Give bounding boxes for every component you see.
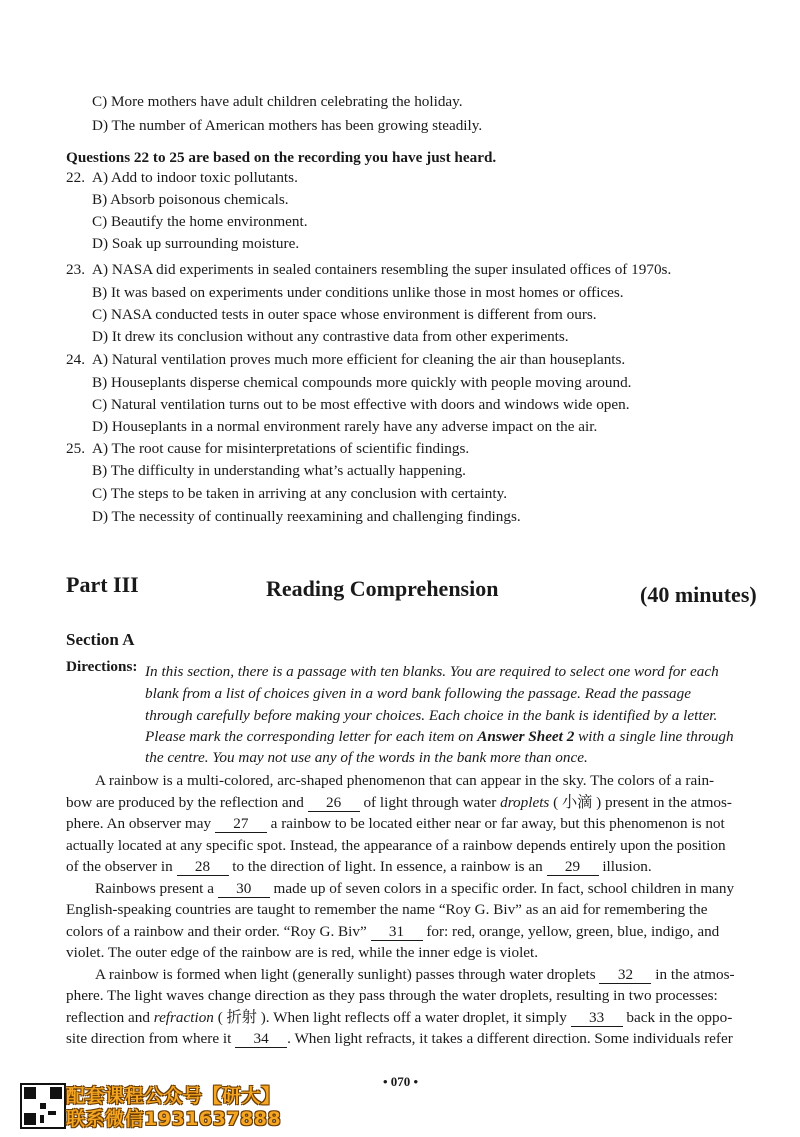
passage-line: violet. The outer edge of the rainbow are is red, while the inner edge is violet. [66,944,539,961]
passage-line: phere. An observer may 27 a rainbow to be located either near or far away, but this phenomenon is not [66,815,725,832]
blank-28[interactable]: 28 [177,859,229,876]
passage-line: site direction from where it 34 . When light refracts, it takes a different direction. Some individuals refer [66,1030,733,1047]
directions-line: In this section, there is a passage with ten blanks. You are required to select one word for each [145,663,719,680]
option: B) Absorb poisonous chemicals. [92,191,289,208]
option: A) Add to indoor toxic pollutants. [92,169,298,186]
question-number: 23. [66,261,85,278]
blank-33[interactable]: 33 [571,1010,623,1027]
part-title: Reading Comprehension [266,576,499,601]
passage-line: of the observer in 28 to the direction of light. In essence, a rainbow is an 29 illusion. [66,858,652,875]
blank-29[interactable]: 29 [547,859,599,876]
option: B) The difficulty in understanding what’s actually happening. [92,462,466,479]
passage-line: colors of a rainbow and their order. “Roy G. Biv” 31 for: red, orange, yellow, green, blue, indigo, and [66,923,720,940]
passage-line: Rainbows present a 30 made up of seven colors in a specific order. In fact, school children in many [95,880,735,897]
blank-27[interactable]: 27 [215,816,267,833]
passage-line: phere. The light waves change direction as they pass through the water droplets, resulting in two processes: [66,987,718,1004]
part-label: Part III [66,572,139,597]
option: D) Soak up surrounding moisture. [92,235,300,252]
blank-34[interactable]: 34 [235,1031,287,1048]
directions-line: Please mark the corresponding letter for each item on Answer Sheet 2 with a single line through [145,728,734,745]
section-title: Section A [66,630,135,649]
option: C) Beautify the home environment. [92,213,308,230]
qr-code-icon [20,1083,66,1129]
passage-line: reflection and refraction ( 折射 ). When light reflects off a water droplet, it simply 33 back in the oppo- [66,1009,733,1026]
page-number: • 070 • [383,1074,419,1089]
option: D) The necessity of continually reexamining and challenging findings. [92,508,521,525]
option: D) Houseplants in a normal environment rarely have any adverse impact on the air. [92,418,598,435]
directions-label: Directions: [66,658,138,675]
passage-line: English-speaking countries are taught to remember the name “Roy G. Biv” as an aid for remembering the [66,901,708,918]
part-time: (40 minutes) [640,582,757,607]
blank-30[interactable]: 30 [218,881,270,898]
passage-line: A rainbow is formed when light (generally sunlight) passes through water droplets 32 in the atmos- [95,966,735,983]
option: A) The root cause for misinterpretations of scientific findings. [92,440,470,457]
answer-sheet-ref: Answer Sheet 2 [477,728,575,745]
option: A) NASA did experiments in sealed containers resembling the super insulated offices of 1970s. [92,261,672,278]
directions-line: the centre. You may not use any of the words in the bank more than once. [145,749,588,766]
questions-heading: Questions 22 to 25 are based on the recording you have just heard. [66,149,497,166]
question-number: 25. [66,440,85,457]
directions-line: through carefully before making your choices. Each choice in the bank is identified by a letter. [145,707,718,724]
passage-line: bow are produced by the reflection and 26 of light through water droplets ( 小滴 ) present in the atmos- [66,794,732,811]
blank-26[interactable]: 26 [308,795,360,812]
option: C) The steps to be taken in arriving at any conclusion with certainty. [92,485,508,502]
option-d-prev: D) The number of American mothers has been growing steadily. [92,117,483,134]
option: A) Natural ventilation proves much more efficient for cleaning the air than houseplants. [92,351,626,368]
option-c-prev: C) More mothers have adult children celebrating the holiday. [92,93,463,110]
option: C) NASA conducted tests in outer space whose environment is different from ours. [92,306,597,323]
option: B) Houseplants disperse chemical compounds more quickly with people moving around. [92,374,632,391]
directions-line: blank from a list of choices given in a word bank following the passage. Read the passage [145,685,691,702]
passage-line: actually located at any specific spot. Instead, the appearance of a rainbow depends entirely upon the position [66,837,726,854]
question-number: 22. [66,169,85,186]
passage-line: A rainbow is a multi-colored, arc-shaped phenomenon that can appear in the sky. The colors of a rain- [95,772,715,789]
option: B) It was based on experiments under conditions unlike those in most homes or offices. [92,284,624,301]
blank-32[interactable]: 32 [599,967,651,984]
question-number: 24. [66,351,85,368]
watermark-line-2: 联系微信1931637888 [66,1108,282,1130]
blank-31[interactable]: 31 [371,924,423,941]
watermark-line-1: 配套课程公众号【研大】 [66,1085,281,1107]
option: D) It drew its conclusion without any contrastive data from other experiments. [92,328,569,345]
option: C) Natural ventilation turns out to be most effective with doors and windows wide open. [92,396,630,413]
